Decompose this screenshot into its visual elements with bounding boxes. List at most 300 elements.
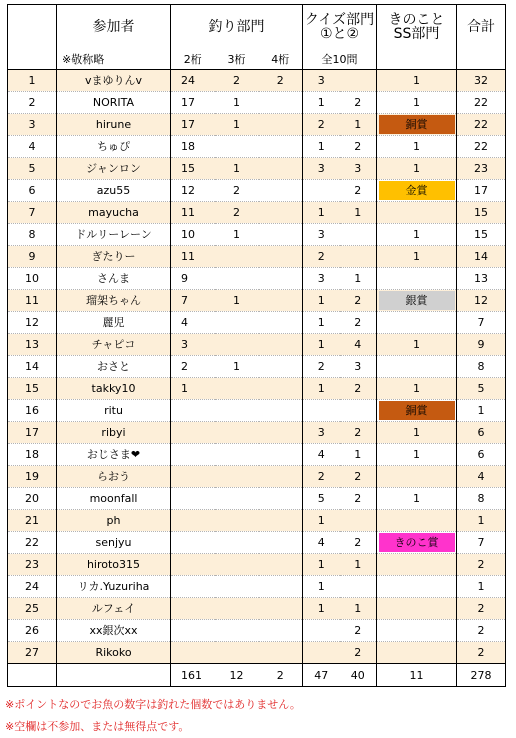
- fish-4digit: [259, 378, 303, 400]
- table-row: [8, 158, 506, 180]
- fish-3digit: 2: [215, 180, 259, 202]
- fish-2digit: 3: [171, 334, 215, 356]
- fish-2digit: 17: [171, 114, 215, 136]
- table-row: [8, 290, 506, 312]
- row-number: 8: [8, 224, 57, 246]
- table-row: [8, 356, 506, 378]
- fish-4digit: [259, 598, 303, 620]
- row-number: 18: [8, 444, 57, 466]
- quiz-2: 2: [340, 378, 377, 400]
- fish-4digit: [259, 510, 303, 532]
- header-total: 合計: [457, 5, 506, 50]
- participant-name: takky10: [57, 378, 171, 400]
- quiz-1: 1: [303, 510, 340, 532]
- quiz-1: 3: [303, 224, 340, 246]
- quiz-1: 1: [303, 598, 340, 620]
- fish-3digit: 1: [215, 92, 259, 114]
- participant-name: ぎたりー: [57, 246, 171, 268]
- row-total: 2: [457, 554, 506, 576]
- fish-4digit: [259, 136, 303, 158]
- quiz-2: 2: [340, 642, 377, 664]
- quiz-2: 1: [340, 202, 377, 224]
- participant-name: らおう: [57, 466, 171, 488]
- table-row: [8, 70, 506, 92]
- fish-3digit: [215, 136, 259, 158]
- quiz-2: 2: [340, 532, 377, 554]
- table-row: [8, 202, 506, 224]
- quiz-1: 1: [303, 92, 340, 114]
- fish-2digit: 9: [171, 268, 215, 290]
- row-total: 2: [457, 620, 506, 642]
- row-total: 9: [457, 334, 506, 356]
- row-number: 9: [8, 246, 57, 268]
- row-total: 1: [457, 400, 506, 422]
- table-row: [8, 554, 506, 576]
- table-row: [8, 576, 506, 598]
- fish-3digit: [215, 488, 259, 510]
- participant-name: hirune: [57, 114, 171, 136]
- fish-4digit: [259, 268, 303, 290]
- table-row: [8, 180, 506, 202]
- fish-3digit: [215, 400, 259, 422]
- quiz-1: [303, 180, 340, 202]
- fish-4digit: [259, 422, 303, 444]
- kinoko-score: 1: [377, 136, 457, 158]
- fish-2digit: 12: [171, 180, 215, 202]
- quiz-2: [340, 70, 377, 92]
- kinoko-score: [377, 510, 457, 532]
- participant-name: おじさま❤: [57, 444, 171, 466]
- fish-4digit: [259, 532, 303, 554]
- quiz-1: 3: [303, 70, 340, 92]
- quiz-1: 2: [303, 356, 340, 378]
- row-total: 7: [457, 532, 506, 554]
- row-number: 3: [8, 114, 57, 136]
- header-kinoko: [377, 5, 457, 50]
- fish-2digit: 18: [171, 136, 215, 158]
- kinoko-score: [377, 312, 457, 334]
- participant-name: おさと: [57, 356, 171, 378]
- fish-2digit: [171, 554, 215, 576]
- fish-4digit: [259, 224, 303, 246]
- footnote-points: ※ポイントなのでお魚の数字は釣れた個数ではありません。: [5, 698, 301, 711]
- header-quiz-title: クイズ部門: [304, 12, 375, 28]
- table-row: [8, 642, 506, 664]
- fish-4digit: [259, 202, 303, 224]
- fish-3digit: 2: [215, 70, 259, 92]
- kinoko-score: [377, 290, 457, 312]
- quiz-1: 4: [303, 444, 340, 466]
- kinoko-score: [377, 642, 457, 664]
- fish-3digit: 1: [215, 114, 259, 136]
- row-total: 5: [457, 378, 506, 400]
- fish-2digit: [171, 620, 215, 642]
- header-participant: 参加者: [57, 5, 171, 50]
- fish-2digit: [171, 444, 215, 466]
- row-total: 22: [457, 114, 506, 136]
- participant-name: 麗児: [57, 312, 171, 334]
- participant-name: さんま: [57, 268, 171, 290]
- quiz-2: 2: [340, 180, 377, 202]
- kinoko-score: 1: [377, 444, 457, 466]
- quiz-1: 2: [303, 114, 340, 136]
- table-row: [8, 422, 506, 444]
- fish-4digit: [259, 158, 303, 180]
- total-quiz-1: 47: [303, 664, 340, 687]
- quiz-2: 2: [340, 488, 377, 510]
- participant-name: mayucha: [57, 202, 171, 224]
- quiz-2: 2: [340, 136, 377, 158]
- kinoko-score: 1: [377, 334, 457, 356]
- row-number: 17: [8, 422, 57, 444]
- quiz-2: 1: [340, 268, 377, 290]
- footnote-blank: ※空欄は不参加、または無得点です。: [5, 720, 190, 733]
- quiz-2: [340, 576, 377, 598]
- table-row: [8, 334, 506, 356]
- quiz-1: 1: [303, 312, 340, 334]
- row-total: 1: [457, 510, 506, 532]
- fish-4digit: [259, 180, 303, 202]
- row-total: 8: [457, 488, 506, 510]
- table-row: [8, 400, 506, 422]
- row-number: 12: [8, 312, 57, 334]
- row-number: 11: [8, 290, 57, 312]
- fish-4digit: [259, 620, 303, 642]
- fish-3digit: [215, 312, 259, 334]
- row-number: 22: [8, 532, 57, 554]
- honorific-note: ※敬称略: [57, 49, 171, 70]
- row-number: 10: [8, 268, 57, 290]
- quiz-1: 1: [303, 290, 340, 312]
- fish-2digit: [171, 400, 215, 422]
- fish-3digit: [215, 466, 259, 488]
- total-quiz-2: 40: [340, 664, 377, 687]
- fish-3digit: [215, 422, 259, 444]
- quiz-2: 2: [340, 290, 377, 312]
- fish-4digit: [259, 488, 303, 510]
- row-total: 14: [457, 246, 506, 268]
- fish-2digit: 2: [171, 356, 215, 378]
- row-number: 5: [8, 158, 57, 180]
- quiz-1: 2: [303, 466, 340, 488]
- fish-4digit: [259, 312, 303, 334]
- quiz-1: 1: [303, 202, 340, 224]
- quiz-1: 2: [303, 246, 340, 268]
- subheader-digits4: 4桁: [259, 49, 303, 70]
- table-row: [8, 466, 506, 488]
- fish-3digit: 1: [215, 158, 259, 180]
- kinoko-score: 1: [377, 246, 457, 268]
- row-number: 7: [8, 202, 57, 224]
- grand-total: 278: [457, 664, 506, 687]
- kinoko-score: 1: [377, 92, 457, 114]
- fish-2digit: 11: [171, 246, 215, 268]
- table-row: [8, 620, 506, 642]
- fish-3digit: [215, 510, 259, 532]
- totals-blank-name: [57, 664, 171, 687]
- kinoko-score: 1: [377, 70, 457, 92]
- kinoko-score: [377, 598, 457, 620]
- kinoko-score: 1: [377, 224, 457, 246]
- award-badge: 銅賞: [379, 401, 455, 420]
- row-number: 16: [8, 400, 57, 422]
- participant-name: ph: [57, 510, 171, 532]
- kinoko-score: [377, 400, 457, 422]
- fish-2digit: [171, 422, 215, 444]
- header-quiz: [303, 5, 377, 50]
- fish-3digit: 1: [215, 290, 259, 312]
- table-row: [8, 312, 506, 334]
- participant-name: NORITA: [57, 92, 171, 114]
- table-row: [8, 598, 506, 620]
- row-number: 19: [8, 466, 57, 488]
- row-total: 23: [457, 158, 506, 180]
- fish-4digit: [259, 290, 303, 312]
- header-fishing: 釣り部門: [171, 5, 303, 50]
- quiz-1: [303, 400, 340, 422]
- subheader-quiz-count: 全10問: [303, 49, 377, 70]
- quiz-2: 1: [340, 114, 377, 136]
- row-total: 4: [457, 466, 506, 488]
- fish-4digit: [259, 356, 303, 378]
- row-total: 32: [457, 70, 506, 92]
- quiz-1: [303, 620, 340, 642]
- row-total: 1: [457, 576, 506, 598]
- subheader-digits3: 3桁: [215, 49, 259, 70]
- participant-name: ちゅぴ: [57, 136, 171, 158]
- subheader-digits2: 2桁: [171, 49, 215, 70]
- row-total: 8: [457, 356, 506, 378]
- fish-2digit: 15: [171, 158, 215, 180]
- fish-4digit: [259, 554, 303, 576]
- fish-3digit: [215, 598, 259, 620]
- fish-2digit: 1: [171, 378, 215, 400]
- table-row: [8, 444, 506, 466]
- row-total: 7: [457, 312, 506, 334]
- row-number: 15: [8, 378, 57, 400]
- fish-2digit: [171, 576, 215, 598]
- fish-3digit: [215, 246, 259, 268]
- total-fish-3digit: 12: [215, 664, 259, 687]
- table-row: [8, 136, 506, 158]
- row-number: 20: [8, 488, 57, 510]
- quiz-2: 2: [340, 620, 377, 642]
- kinoko-score: 1: [377, 378, 457, 400]
- quiz-1: 5: [303, 488, 340, 510]
- table-row: [8, 378, 506, 400]
- header-kinoko-title: きのこと: [388, 12, 445, 28]
- row-total: 2: [457, 642, 506, 664]
- results-sheet: [7, 4, 506, 687]
- row-total: 6: [457, 444, 506, 466]
- table-row: [8, 114, 506, 136]
- participant-name: チャピコ: [57, 334, 171, 356]
- quiz-1: 3: [303, 158, 340, 180]
- row-number: 14: [8, 356, 57, 378]
- totals-blank-number: [8, 664, 57, 687]
- kinoko-score: [377, 202, 457, 224]
- participant-name: azu55: [57, 180, 171, 202]
- fish-4digit: [259, 334, 303, 356]
- fish-3digit: [215, 378, 259, 400]
- row-number: 21: [8, 510, 57, 532]
- table-row: [8, 532, 506, 554]
- kinoko-score: [377, 466, 457, 488]
- quiz-2: 3: [340, 158, 377, 180]
- fish-2digit: [171, 642, 215, 664]
- quiz-2: 1: [340, 554, 377, 576]
- total-kinoko: 11: [377, 664, 457, 687]
- kinoko-score: [377, 268, 457, 290]
- table-row: [8, 224, 506, 246]
- row-total: 6: [457, 422, 506, 444]
- fish-3digit: 1: [215, 356, 259, 378]
- fish-3digit: [215, 444, 259, 466]
- quiz-2: 1: [340, 444, 377, 466]
- quiz-2: 2: [340, 312, 377, 334]
- participant-name: ルフェイ: [57, 598, 171, 620]
- table-row: [8, 268, 506, 290]
- fish-2digit: 11: [171, 202, 215, 224]
- row-number: 6: [8, 180, 57, 202]
- award-badge: 金賞: [379, 181, 455, 200]
- subheader-row: [8, 49, 506, 70]
- header-quiz-sub: ①と②: [319, 26, 360, 42]
- fish-3digit: [215, 576, 259, 598]
- fish-3digit: [215, 268, 259, 290]
- quiz-1: 1: [303, 378, 340, 400]
- quiz-1: [303, 642, 340, 664]
- fish-2digit: 7: [171, 290, 215, 312]
- quiz-2: 2: [340, 466, 377, 488]
- fish-2digit: 4: [171, 312, 215, 334]
- fish-3digit: [215, 334, 259, 356]
- quiz-1: 1: [303, 334, 340, 356]
- award-badge: 銀賞: [379, 291, 455, 310]
- participant-name: ジャンロン: [57, 158, 171, 180]
- row-total: 13: [457, 268, 506, 290]
- participant-name: ribyi: [57, 422, 171, 444]
- kinoko-score: 1: [377, 158, 457, 180]
- quiz-1: 1: [303, 136, 340, 158]
- kinoko-score: 1: [377, 422, 457, 444]
- participant-name: senjyu: [57, 532, 171, 554]
- quiz-2: 3: [340, 356, 377, 378]
- row-number: 1: [8, 70, 57, 92]
- fish-3digit: 1: [215, 224, 259, 246]
- fish-2digit: [171, 510, 215, 532]
- fish-3digit: [215, 532, 259, 554]
- fish-4digit: 2: [259, 70, 303, 92]
- fish-4digit: [259, 114, 303, 136]
- kinoko-score: 1: [377, 488, 457, 510]
- fish-2digit: 17: [171, 92, 215, 114]
- quiz-2: [340, 400, 377, 422]
- kinoko-score: [377, 532, 457, 554]
- row-total: 22: [457, 136, 506, 158]
- participant-name: xx銀次xx: [57, 620, 171, 642]
- row-number: 27: [8, 642, 57, 664]
- table-row: [8, 488, 506, 510]
- table-row: [8, 92, 506, 114]
- row-total: 15: [457, 224, 506, 246]
- subheader-number: [8, 49, 57, 70]
- row-number: 23: [8, 554, 57, 576]
- table-row: [8, 510, 506, 532]
- quiz-2: 2: [340, 422, 377, 444]
- participant-name: hiroto315: [57, 554, 171, 576]
- quiz-2: 4: [340, 334, 377, 356]
- fish-4digit: [259, 444, 303, 466]
- award-badge: 銅賞: [379, 115, 455, 134]
- row-number: 13: [8, 334, 57, 356]
- fish-4digit: [259, 576, 303, 598]
- quiz-2: [340, 224, 377, 246]
- row-total: 17: [457, 180, 506, 202]
- fish-3digit: [215, 642, 259, 664]
- fish-3digit: [215, 554, 259, 576]
- row-total: 22: [457, 92, 506, 114]
- participant-name: リカ.Yuzuriha: [57, 576, 171, 598]
- header-number: [8, 5, 57, 50]
- kinoko-score: [377, 356, 457, 378]
- kinoko-score: [377, 576, 457, 598]
- quiz-1: 1: [303, 576, 340, 598]
- total-fish-2digit: 161: [171, 664, 215, 687]
- totals-row: [8, 664, 506, 687]
- row-total: 12: [457, 290, 506, 312]
- footnotes: [5, 694, 301, 738]
- kinoko-score: [377, 180, 457, 202]
- kinoko-score: [377, 620, 457, 642]
- row-total: 15: [457, 202, 506, 224]
- row-number: 4: [8, 136, 57, 158]
- participant-name: moonfall: [57, 488, 171, 510]
- award-badge: きのこ賞: [379, 533, 455, 552]
- fish-2digit: 10: [171, 224, 215, 246]
- fish-4digit: [259, 466, 303, 488]
- participant-name: ドルリーレーン: [57, 224, 171, 246]
- quiz-1: 3: [303, 422, 340, 444]
- participant-name: vまゆりんv: [57, 70, 171, 92]
- quiz-2: [340, 510, 377, 532]
- fish-4digit: [259, 400, 303, 422]
- fish-2digit: 24: [171, 70, 215, 92]
- fish-4digit: [259, 642, 303, 664]
- quiz-1: 3: [303, 268, 340, 290]
- quiz-2: [340, 246, 377, 268]
- fish-2digit: [171, 466, 215, 488]
- row-number: 25: [8, 598, 57, 620]
- header-kinoko-sub: SS部門: [393, 26, 440, 42]
- fish-3digit: [215, 620, 259, 642]
- fish-4digit: [259, 92, 303, 114]
- quiz-2: 1: [340, 598, 377, 620]
- total-fish-4digit: 2: [259, 664, 303, 687]
- header-row: [8, 5, 506, 50]
- kinoko-score: [377, 114, 457, 136]
- results-rows: [8, 70, 506, 664]
- results-table: [7, 4, 506, 687]
- participant-name: ritu: [57, 400, 171, 422]
- participant-name: Rikoko: [57, 642, 171, 664]
- subheader-total: [457, 49, 506, 70]
- fish-3digit: 2: [215, 202, 259, 224]
- participant-name: 瑠架ちゃん: [57, 290, 171, 312]
- fish-2digit: [171, 532, 215, 554]
- kinoko-score: [377, 554, 457, 576]
- row-number: 26: [8, 620, 57, 642]
